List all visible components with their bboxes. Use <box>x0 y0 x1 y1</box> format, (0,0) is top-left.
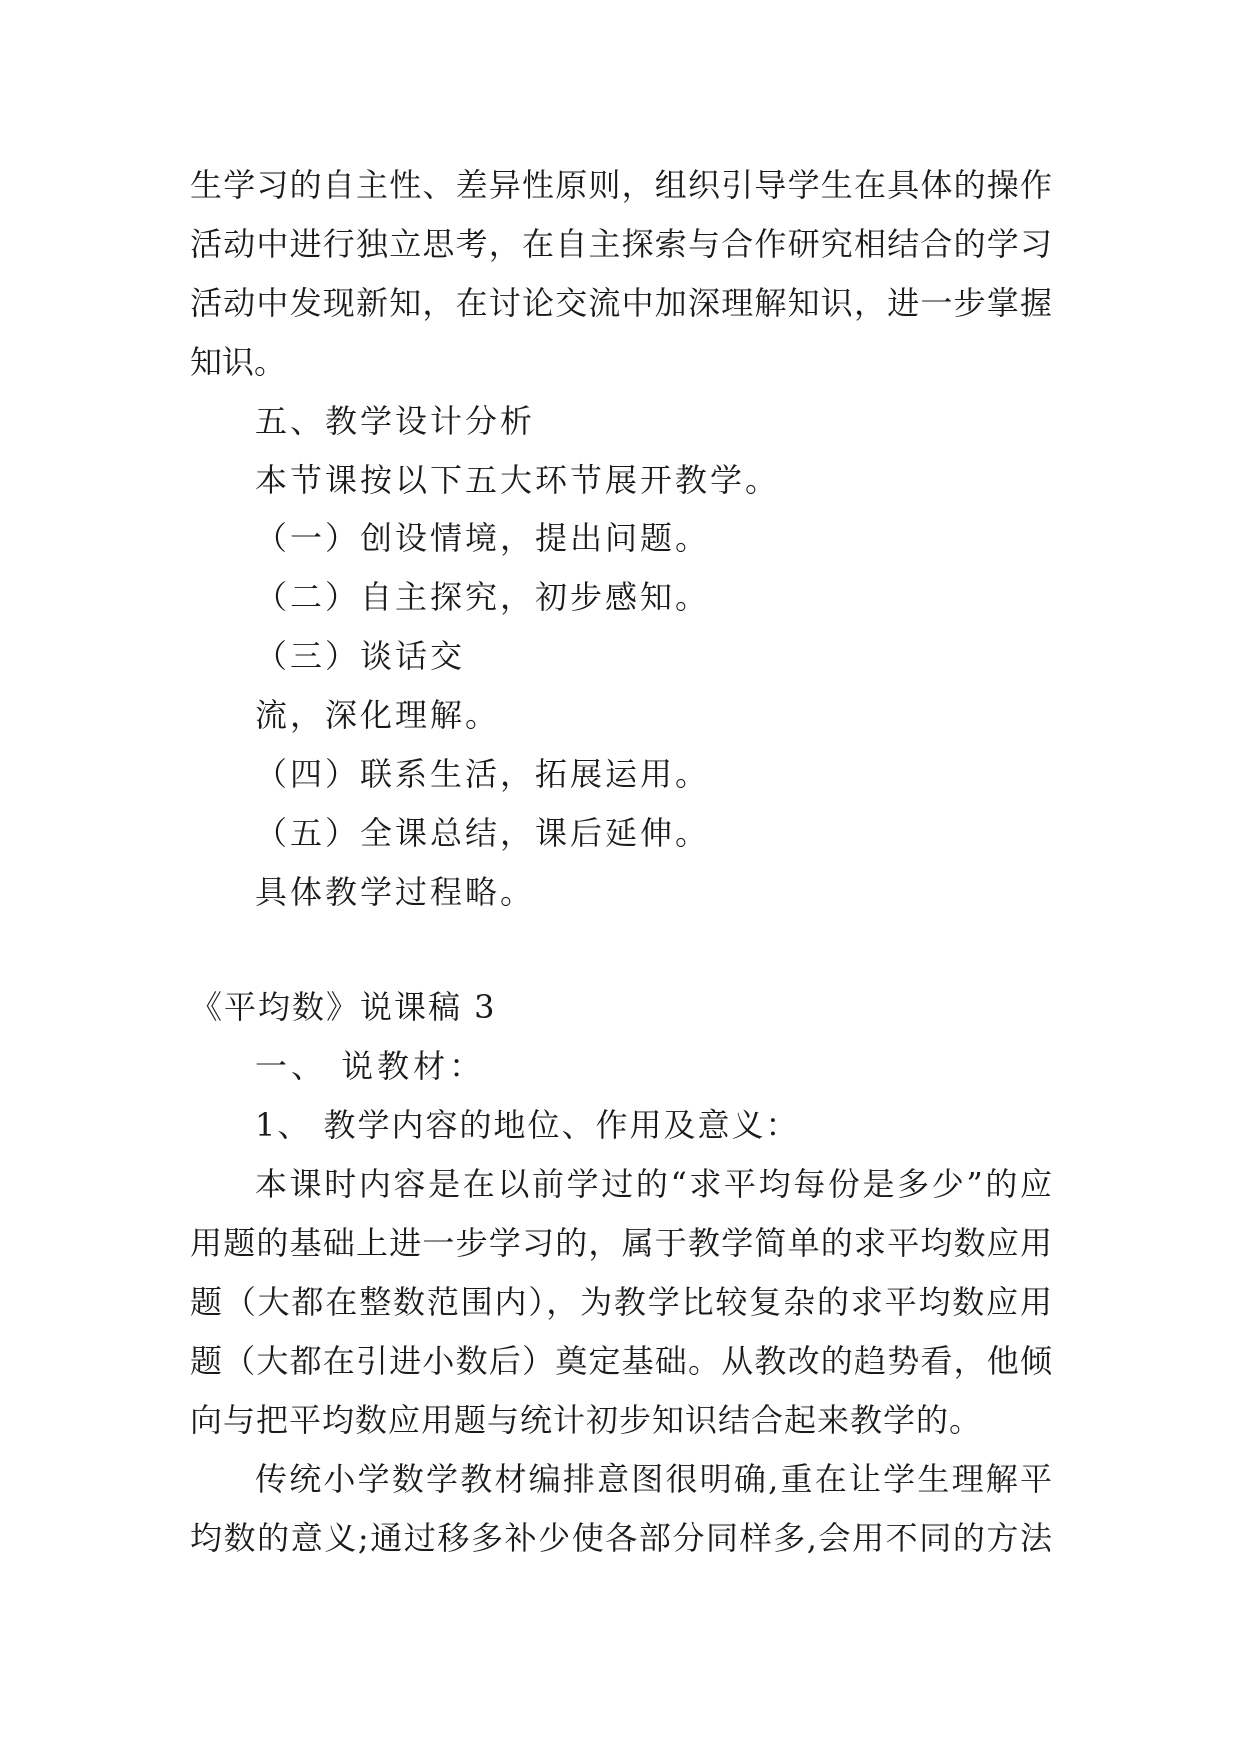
chapter-heading: 一、 说教材： <box>255 1047 486 1085</box>
paragraph-line: 题（大都在整数范围内），为教学比较复杂的求平均数应用 <box>190 1283 1052 1321</box>
closing-text: 具体教学过程略。 <box>255 873 536 911</box>
paragraph-continuation-line: 生学习的自主性、差异性原则，组织引导学生在具体的操作 <box>190 166 1052 204</box>
document-title: 《平均数》说课稿 3 <box>190 988 497 1026</box>
paragraph-continuation-line: 知识。 <box>190 343 287 381</box>
teaching-step: （三）谈话交 <box>255 637 466 675</box>
paragraph-line: 本课时内容是在以前学过的“求平均每份是多少”的应 <box>255 1165 1052 1203</box>
teaching-step: （一）创设情境，提出问题。 <box>255 519 711 557</box>
teaching-step: 流，深化理解。 <box>255 696 501 734</box>
paragraph-line: 用题的基础上进一步学习的，属于教学简单的求平均数应用 <box>190 1224 1052 1262</box>
paragraph-continuation-line: 活动中发现新知，在讨论交流中加深理解知识，进一步掌握 <box>190 284 1052 322</box>
subsection-heading: 1、 教学内容的地位、作用及意义： <box>255 1106 800 1144</box>
teaching-step: （四）联系生活，拓展运用。 <box>255 755 711 793</box>
section-heading: 五、教学设计分析 <box>255 402 536 440</box>
paragraph-continuation-line: 活动中进行独立思考，在自主探索与合作研究相结合的学习 <box>190 225 1052 263</box>
teaching-step: （二）自主探究，初步感知。 <box>255 578 711 616</box>
teaching-step: （五）全课总结，课后延伸。 <box>255 814 711 852</box>
paragraph-line: 均数的意义;通过移多补少使各部分同样多,会用不同的方法 <box>190 1519 1052 1557</box>
section-intro: 本节课按以下五大环节展开教学。 <box>255 461 781 499</box>
paragraph-line: 传统小学数学教材编排意图很明确,重在让学生理解平 <box>255 1460 1052 1498</box>
paragraph-line: 题（大都在引进小数后）奠定基础。从教改的趋势看，他倾 <box>190 1342 1052 1380</box>
paragraph-line: 向与把平均数应用题与统计初步知识结合起来教学的。 <box>190 1401 983 1439</box>
